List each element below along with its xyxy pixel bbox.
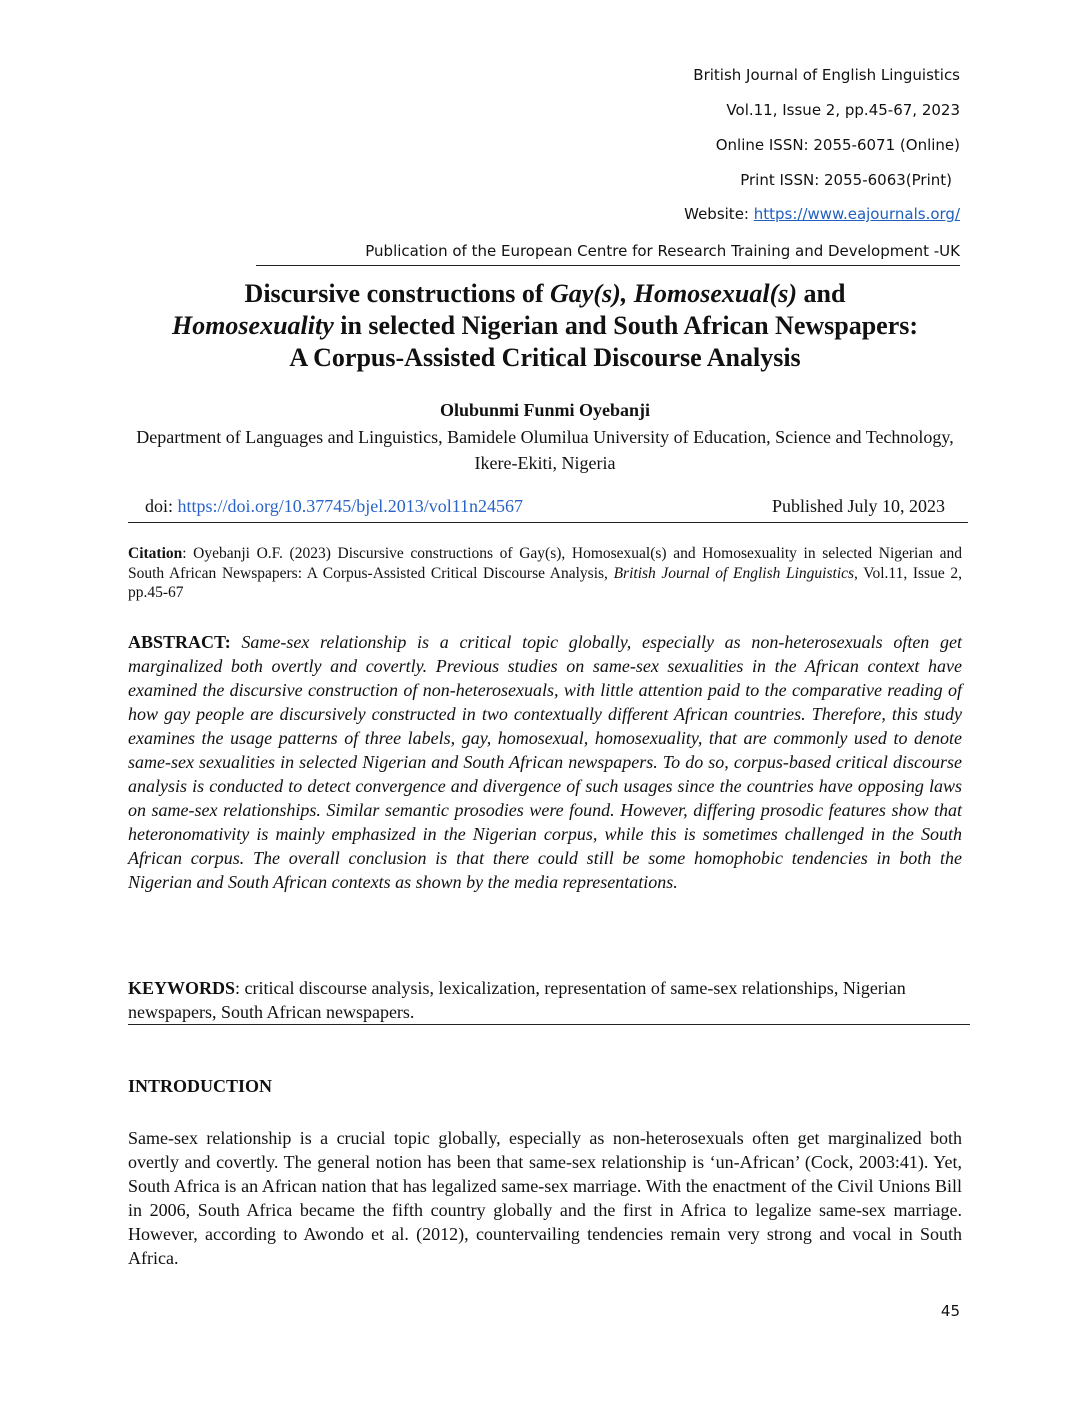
journal-website — [684, 205, 960, 223]
published-date: Published July 10, 2023 — [771, 496, 945, 516]
doi-divider — [128, 522, 968, 523]
journal-volume: Vol.11, Issue 2, pp.45-67, 2023 — [726, 101, 960, 119]
introduction-paragraph: Same-sex relationship is a crucial topic globally, especially as non-heterosexuals often get marginalized both overtly and covertly. The general notion has been that same-sex relationship is ‘un-African’ (Cock, 2003:41). Yet, South Africa is an African nation that has legalized same-sex marriage. With the enactment of the Civil Unions Bill in 2006, South Africa became the fifth country globally and the first in Africa to legalize same-sex marriage. However, according to Awondo et al. (2012), countervailing tendencies remain very strong and vocal in South Africa. — [128, 1128, 962, 1268]
citation: Citation: Oyebanji O.F. (2023) Discursive constructions of Gay(s), Homosexual(s) and Homosexuality in selected Nigerian and South African Newspapers: A Corpus-Assisted Critical Discourse Analysis, British Journal of English Linguistics, Vol.11, Issue 2, pp.45-67 — [128, 545, 962, 601]
print-issn: Print ISSN: 2055-6063(Print) — [740, 171, 952, 189]
abstract-label: ABSTRACT: — [128, 632, 231, 652]
online-issn: Online ISSN: 2055-6071 (Online) — [715, 136, 960, 154]
website-label: Website: — [684, 205, 754, 223]
doi-row — [145, 496, 945, 517]
journal-name: British Journal of English Linguistics — [693, 66, 960, 84]
keywords — [128, 976, 968, 1024]
header-divider — [256, 265, 960, 266]
abstract-text: Same-sex relationship is a critical topic globally, especially as non-heterosexuals often get marginalized both overtly and covertly. Previous studies on same-sex sexualities in the African context have examined the discursive construction of non-heterosexuals, with little attention paid to the comparative reading of how gay people are discursively constructed in two contextually different African countries. Therefore, this study examines the usage patterns of three labels, gay, homosexual, homosexuality, that are commonly used to denote same-sex sexualities in selected Nigerian and South African newspapers. To do so, corpus-based critical discourse analysis is conducted to detect convergence and divergence of such usages since the countries have opposing laws on same-sex relationships. Similar semantic prosodies were found. However, differing prosodic features show that heteronomativity is mainly emphasized in the Nigerian corpus, while this is sometimes challenged in the South African corpus. The overall conclusion is that there could still be some homophobic tendencies in both the Nigerian and South African contexts as shown by the media representations. — [128, 632, 962, 892]
doi-label: doi: — [145, 496, 178, 516]
introduction-heading: INTRODUCTION — [128, 1076, 273, 1096]
abstract — [128, 630, 962, 894]
paper-title: Discursive constructions of Gay(s), Homosexual(s) and Homosexuality in selected Nigerian and South African Newspapers: A Corpus-Assisted Critical Discourse Analysis — [171, 279, 919, 372]
doi-link[interactable]: https://doi.org/10.37745/bjel.2013/vol11n24567 — [177, 496, 524, 516]
website-link[interactable]: https://www.eajournals.org/ — [753, 205, 960, 223]
page-number: 45 — [940, 1302, 960, 1320]
author-name: Olubunmi Funmi Oyebanji — [439, 400, 651, 420]
keywords-divider — [128, 1024, 970, 1025]
keywords-label: KEYWORDS — [128, 978, 236, 998]
author-affiliation: Department of Languages and Linguistics, Bamidele Olumilua University of Education, Science and Technology, Ikere-Ekiti, Nigeria — [136, 427, 954, 473]
keywords-text: : critical discourse analysis, lexicalization, representation of same-sex relationships, Nigerian newspapers, South African newspapers. — [128, 978, 906, 1022]
publisher-line: Publication of the European Centre for Research Training and Development -UK — [365, 242, 960, 260]
